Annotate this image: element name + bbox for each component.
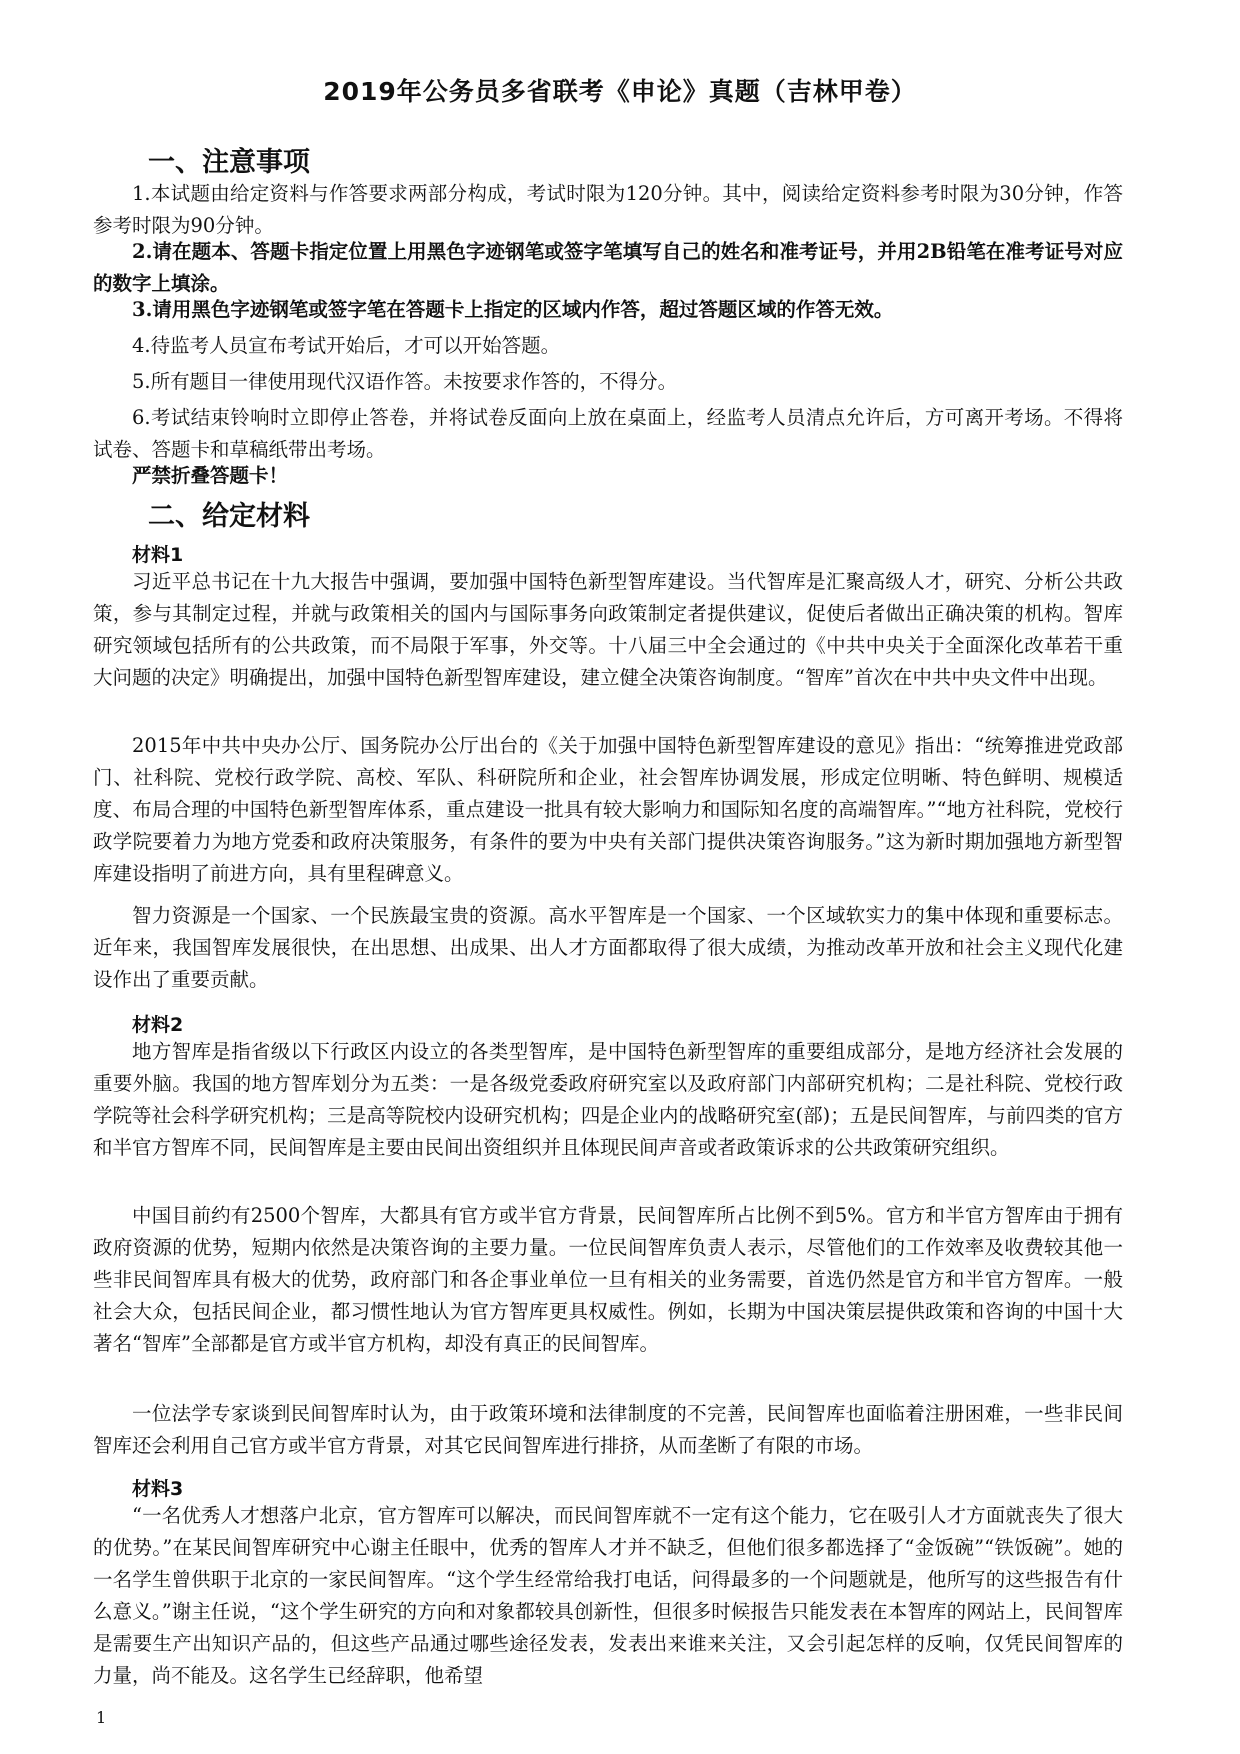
material-1-paragraph-2: 2015年中共中央办公厅、国务院办公厅出台的《关于加强中国特色新型智库建设的意见》指出：“统筹推进党政部门、社科院、党校行政学院、高校、军队、科研院所和企业，社会智库协调发展，形成定位明晰、特色鲜明、规模适度、布局合理的中国特色新型智库体系，重点建设一批具有较大影响力和国际知名度的高端智库。”“地方社科院，党校行政学院要着力为地方党委和政府决策服务，有条件的要为中央有关部门提供决策咨询服务。”这为新时期加强地方新型智库建设指明了前进方向，具有里程碑意义。 [93,734,1123,885]
material-1-label: 材料1 [132,544,184,566]
notice-item-2: 2.请在题本、答题卡指定位置上用黑色字迹钢笔或签字笔填写自己的姓名和准考证号，并用2B铅笔在准考证号对应的数字上填涂。 [93,240,1123,295]
material-2-paragraph-1: 地方智库是指省级以下行政区内设立的各类型智库，是中国特色新型智库的重要组成部分，是地方经济社会发展的重要外脑。我国的地方智库划分为五类：一是各级党委政府研究室以及政府部门内部研究机构；二是社科院、党校行政学院等社会科学研究机构；三是高等院校内设研究机构；四是企业内的战略研究室(部)；五是民间智库，与前四类的官方和半官方智库不同，民间智库是主要由民间出资组织并且体现民间声音或者政策诉求的公共政策研究组织。 [93,1040,1123,1159]
page-number: 1 [96,1708,107,1727]
notice-item-4: 4.待监考人员宣布考试开始后，才可以开始答题。 [132,334,561,357]
page-title: 2019年公务员多省联考《申论》真题（吉林甲卷） [323,77,917,106]
material-2-label: 材料2 [132,1014,184,1036]
section1-heading: 一、注意事项 [148,147,310,178]
notice-item-5: 5.所有题目一律使用现代汉语作答。未按要求作答的，不得分。 [132,370,678,393]
notice-item-6: 6.考试结束铃响时立即停止答卷，并将试卷反面向上放在桌面上，经监考人员清点允许后，方可离开考场。不得将试卷、答题卡和草稿纸带出考场。 [93,406,1123,461]
section2-heading: 二、给定材料 [148,501,310,532]
material-1-paragraph-3: 智力资源是一个国家、一个民族最宝贵的资源。高水平智库是一个国家、一个区域软实力的集中体现和重要标志。近年来，我国智库发展很快，在出思想、出成果、出人才方面都取得了很大成绩，为推动改革开放和社会主义现代化建设作出了重要贡献。 [93,904,1123,991]
notice-item-1: 1.本试题由给定资料与作答要求两部分构成，考试时限为120分钟。其中，阅读给定资料参考时限为30分钟，作答参考时限为90分钟。 [93,182,1123,237]
material-2-paragraph-3: 一位法学专家谈到民间智库时认为，由于政策环境和法律制度的不完善，民间智库也面临着注册困难，一些非民间智库还会利用自己官方或半官方背景，对其它民间智库进行排挤，从而垄断了有限的市场。 [93,1402,1123,1457]
material-2-paragraph-2: 中国目前约有2500个智库，大都具有官方或半官方背景，民间智库所占比例不到5%。官方和半官方智库由于拥有政府资源的优势，短期内依然是决策咨询的主要力量。一位民间智库负责人表示，尽管他们的工作效率及收费较其他一些非民间智库具有极大的优势，政府部门和各企事业单位一旦有相关的业务需要，首选仍然是官方和半官方智库。一般社会大众，包括民间企业，都习惯性地认为官方智库更具权威性。例如，长期为中国决策层提供政策和咨询的中国十大著名“智库”全部都是官方或半官方机构，却没有真正的民间智库。 [93,1204,1123,1355]
warning-text: 严禁折叠答题卡！ [132,464,289,487]
notice-item-3: 3.请用黑色字迹钢笔或签字笔在答题卡上指定的区域内作答，超过答题区域的作答无效。 [132,298,894,321]
material-1-paragraph-1: 习近平总书记在十九大报告中强调，要加强中国特色新型智库建设。当代智库是汇聚高级人才，研究、分析公共政策，参与其制定过程，并就与政策相关的国内与国际事务向政策制定者提供建议，促使后者做出正确决策的机构。智库研究领域包括所有的公共政策，而不局限于军事，外交等。十八届三中全会通过的《中共中央关于全面深化改革若干重大问题的决定》明确提出，加强中国特色新型智库建设，建立健全决策咨询制度。“智库”首次在中共中央文件中出现。 [93,570,1123,689]
material-3-paragraph-1: “一名优秀人才想落户北京，官方智库可以解决，而民间智库就不一定有这个能力，它在吸引人才方面就丧失了很大的优势。”在某民间智库研究中心谢主任眼中，优秀的智库人才并不缺乏，但他们很多都选择了“金饭碗”“铁饭碗”。她的一名学生曾供职于北京的一家民间智库。“这个学生经常给我打电话，问得最多的一个问题就是，他所写的这些报告有什么意义。”谢主任说，“这个学生研究的方向和对象都较具创新性，但很多时候报告只能发表在本智库的网站上，民间智库是需要生产出知识产品的，但这些产品通过哪些途径发表，发表出来谁来关注，又会引起怎样的反响，仅凭民间智库的力量，尚不能及。这名学生已经辞职，他希望 [93,1504,1123,1687]
material-3-label: 材料3 [132,1478,184,1500]
